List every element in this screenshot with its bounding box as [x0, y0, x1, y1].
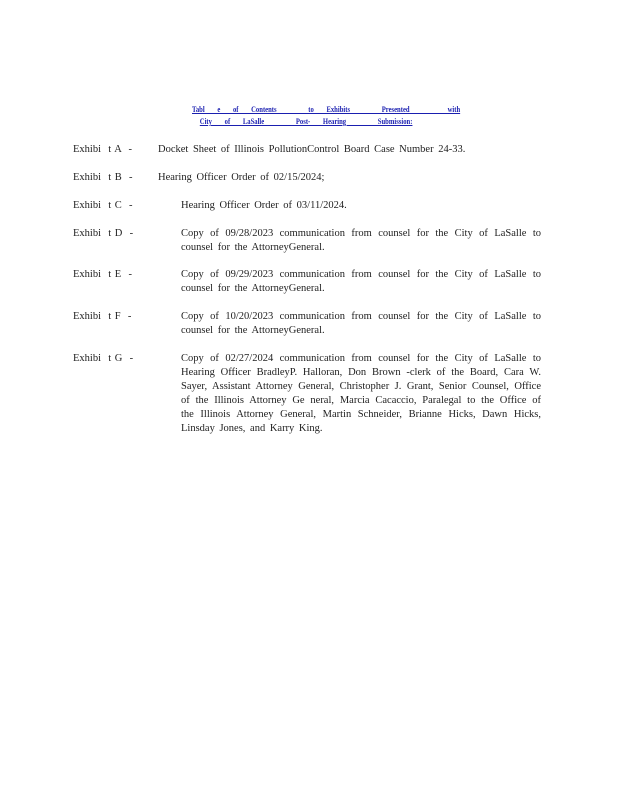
exhibit-description: Hearing Officer Order of 03/11/2024. — [181, 200, 347, 211]
exhibit-description: Copy of 02/27/2024 communication from counsel for the City of LaSalle to Hearing Officer BradleyP. Halloran, Don Brown -clerk of the Board, Cara W. Sayer, Assistant Attorney General, Christopher J. Grant, Senior Counsel, Office of the Illinois Attorney Ge neral, Marcia Cacaccio, Paralegal to the Office of the Illinois Attorney General, Martin Schneider, Brianne Hicks, Dawn Hicks, Linsday Jones, and Karry King. — [181, 353, 541, 434]
exhibit-label: Exhibi t D - — [73, 228, 134, 239]
exhibit-description: Copy of 09/28/2023 communication from counsel for the City of LaSalle to counsel for the AttorneyGeneral. — [181, 228, 541, 253]
exhibit-label: Exhibi t C - — [73, 200, 133, 211]
exhibit-label: Exhibi t A - — [73, 144, 132, 155]
exhibit-description: Docket Sheet of Illinois PollutionControl Board Case Number 24-33. — [158, 144, 466, 155]
exhibit-label: Exhibi t E - — [73, 269, 132, 280]
title-line-2: City of LaSalle Post- Hearing Submission: — [199, 116, 413, 126]
title-line-1: Tabl e of Contents to Exhibits Presented with — [192, 104, 461, 114]
exhibit-label: Exhibi t B - — [73, 172, 133, 183]
document-title — [192, 103, 461, 127]
exhibit-description: Copy of 10/20/2023 communication from counsel for the City of LaSalle to counsel for the AttorneyGeneral. — [181, 311, 541, 336]
exhibit-description: Copy of 09/29/2023 communication from counsel for the City of LaSalle to counsel for the AttorneyGeneral. — [181, 269, 541, 294]
exhibit-label: Exhibi t G - — [73, 353, 134, 364]
exhibit-label: Exhibi t F - — [73, 311, 132, 322]
exhibit-description: Hearing Officer Order of 02/15/2024; — [158, 172, 325, 183]
